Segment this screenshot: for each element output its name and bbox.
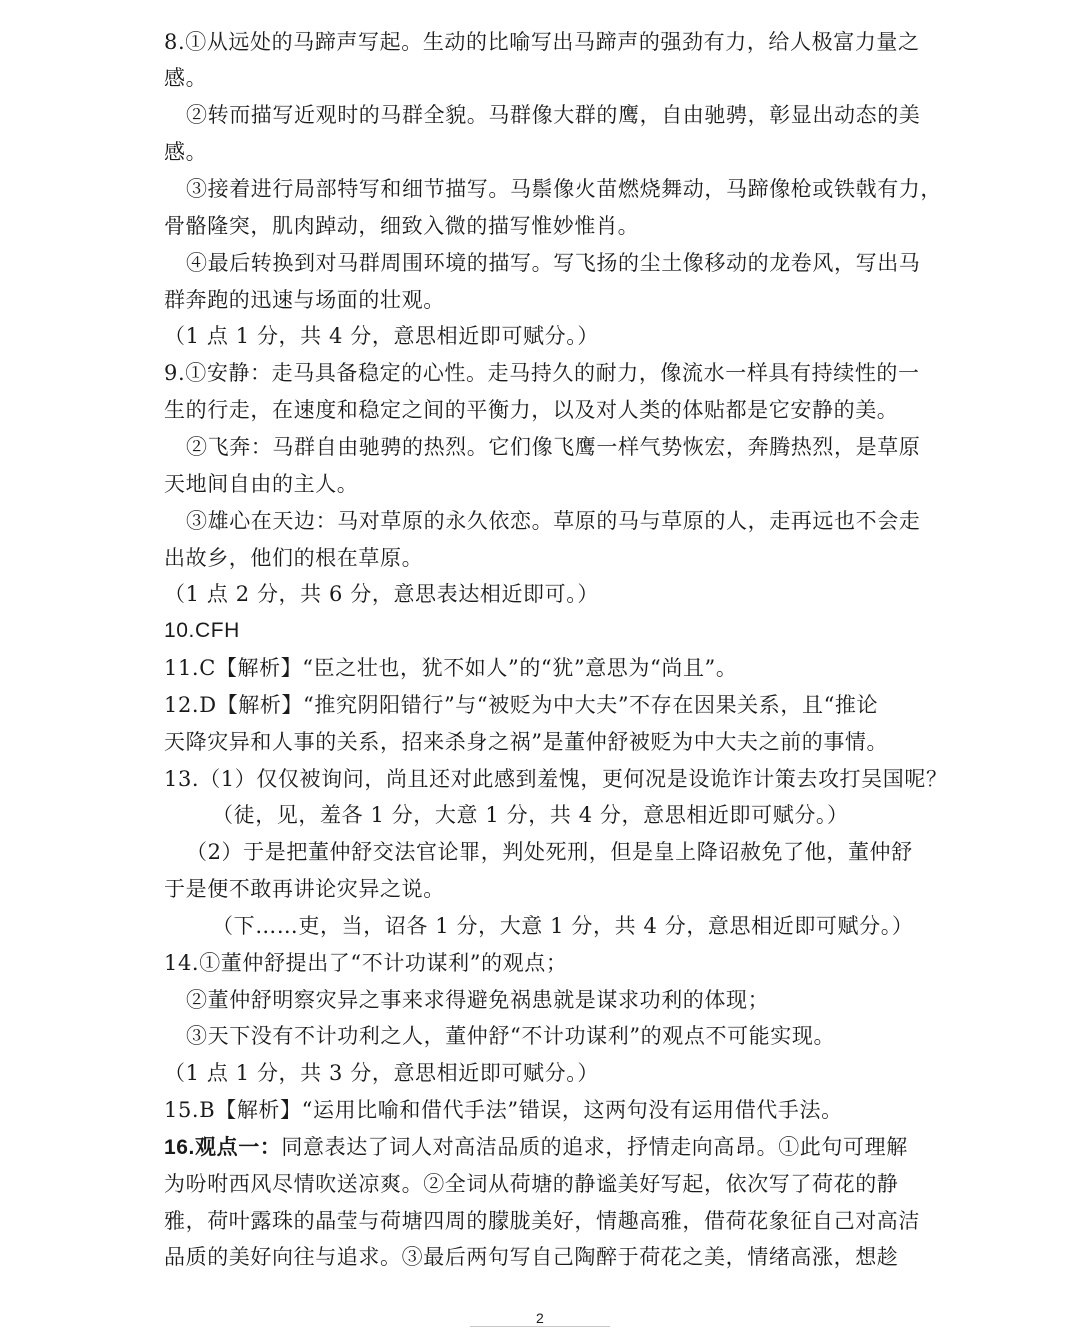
q9-scoring-note: （1 点 2 分，共 6 分，意思表达相近即可。） xyxy=(164,582,599,606)
q14-scoring-note: （1 点 1 分，共 3 分，意思相近即可赋分。） xyxy=(164,1061,599,1085)
q8-line-8: 群奔跑的迅速与场面的壮观。 xyxy=(164,288,445,312)
q9-line-6: 出故乡，他们的根在草原。 xyxy=(164,546,424,570)
q14-line-3: ③天下没有不计功利之人，董仲舒“不计功谋利”的观点不可能实现。 xyxy=(186,1024,836,1048)
q14-line-2: ②董仲舒明察灾异之事来求得避免祸患就是谋求功利的体现； xyxy=(186,988,770,1012)
q16-viewpoint-label: 观点一： xyxy=(195,1134,282,1159)
q8-scoring-note: （1 点 1 分，共 4 分，意思相近即可赋分。） xyxy=(164,324,599,348)
q12-line-1: 12.D【解析】“推究阴阳错行”与“被贬为中大夫”不存在因果关系，且“推论 xyxy=(164,693,879,717)
q16-number: 16. xyxy=(164,1136,195,1159)
q8-line-7: ④最后转换到对马群周围环境的描写。写飞扬的尘土像移动的龙卷风，写出马 xyxy=(186,251,921,275)
q13-part2-line-1: （2）于是把董仲舒交法官论罪，判处死刑，但是皇上降诏赦免了他，董仲舒 xyxy=(186,840,913,864)
q9-line-1: 9.①安静：走马具备稳定的心性。走马持久的耐力，像流水一样具有持续性的一 xyxy=(164,361,920,385)
q16-line-2: 为吩咐西风尽情吹送凉爽。②全词从荷塘的静谧美好写起，依次写了荷花的静 xyxy=(164,1172,899,1196)
q8-line-2: 感。 xyxy=(164,66,208,90)
q14-line-1: 14.①董仲舒提出了“不计功谋利”的观点； xyxy=(164,951,568,975)
q9-line-3: ②飞奔：马群自由驰骋的热烈。它们像飞鹰一样气势恢宏，奔腾热烈，是草原 xyxy=(186,435,921,459)
q8-line-1: 8.①从远处的马蹄声写起。生动的比喻写出马蹄声的强劲有力，给人极富力量之 xyxy=(164,30,920,54)
q16-line-4: 品质的美好向往与追求。③最后两句写自己陶醉于荷花之美，情绪高涨，想趁 xyxy=(164,1245,899,1269)
footer-divider xyxy=(470,1326,610,1327)
q13-part1: 13.（1）仅仅被询问，尚且还对此感到羞愧，更何况是设诡诈计策去攻打吴国呢？ xyxy=(164,767,948,791)
q13-part2-scoring: （下……吏，当，诏各 1 分，大意 1 分，共 4 分，意思相近即可赋分。） xyxy=(212,914,914,938)
q12-line-2: 天降灾异和人事的关系，招来杀身之祸”是董仲舒被贬为中大夫之前的事情。 xyxy=(164,730,889,754)
q8-line-3: ②转而描写近观时的马群全貌。马群像大群的鹰，自由驰骋，彰显出动态的美 xyxy=(186,103,921,127)
q11-answer: 11.C【解析】“臣之壮也，犹不如人”的“犹”意思为“尚且”。 xyxy=(164,656,738,680)
q13-part2-line-2: 于是便不敢再讲论灾异之说。 xyxy=(164,877,445,901)
page-number: 2 xyxy=(536,1310,544,1326)
q9-line-5: ③雄心在天边：马对草原的永久依恋。草原的马与草原的人，走再远也不会走 xyxy=(186,509,921,533)
q16-line-3: 雅，荷叶露珠的晶莹与荷塘四周的朦胧美好，情趣高雅，借荷花象征自己对高洁 xyxy=(164,1209,920,1233)
q8-line-4: 感。 xyxy=(164,140,208,164)
q16-line-1 xyxy=(164,1133,908,1162)
q9-line-4: 天地间自由的主人。 xyxy=(164,472,359,496)
q13-part1-scoring: （徒，见，羞各 1 分，大意 1 分，共 4 分，意思相近即可赋分。） xyxy=(212,803,849,827)
q15-answer: 15.B【解析】“运用比喻和借代手法”错误，这两句没有运用借代手法。 xyxy=(164,1098,843,1122)
q9-line-2: 生的行走，在速度和稳定之间的平衡力，以及对人类的体贴都是它安静的美。 xyxy=(164,398,899,422)
q10-answer: 10.CFH xyxy=(164,619,240,642)
q8-line-6: 骨骼隆突，肌肉踔动，细致入微的描写惟妙惟肖。 xyxy=(164,214,640,238)
q8-line-5: ③接着进行局部特写和细节描写。马鬃像火苗燃烧舞动，马蹄像枪或铁戟有力， xyxy=(186,177,942,201)
q16-line-1-text: 同意表达了词人对高洁品质的追求，抒情走向高昂。①此句可理解 xyxy=(281,1135,908,1159)
